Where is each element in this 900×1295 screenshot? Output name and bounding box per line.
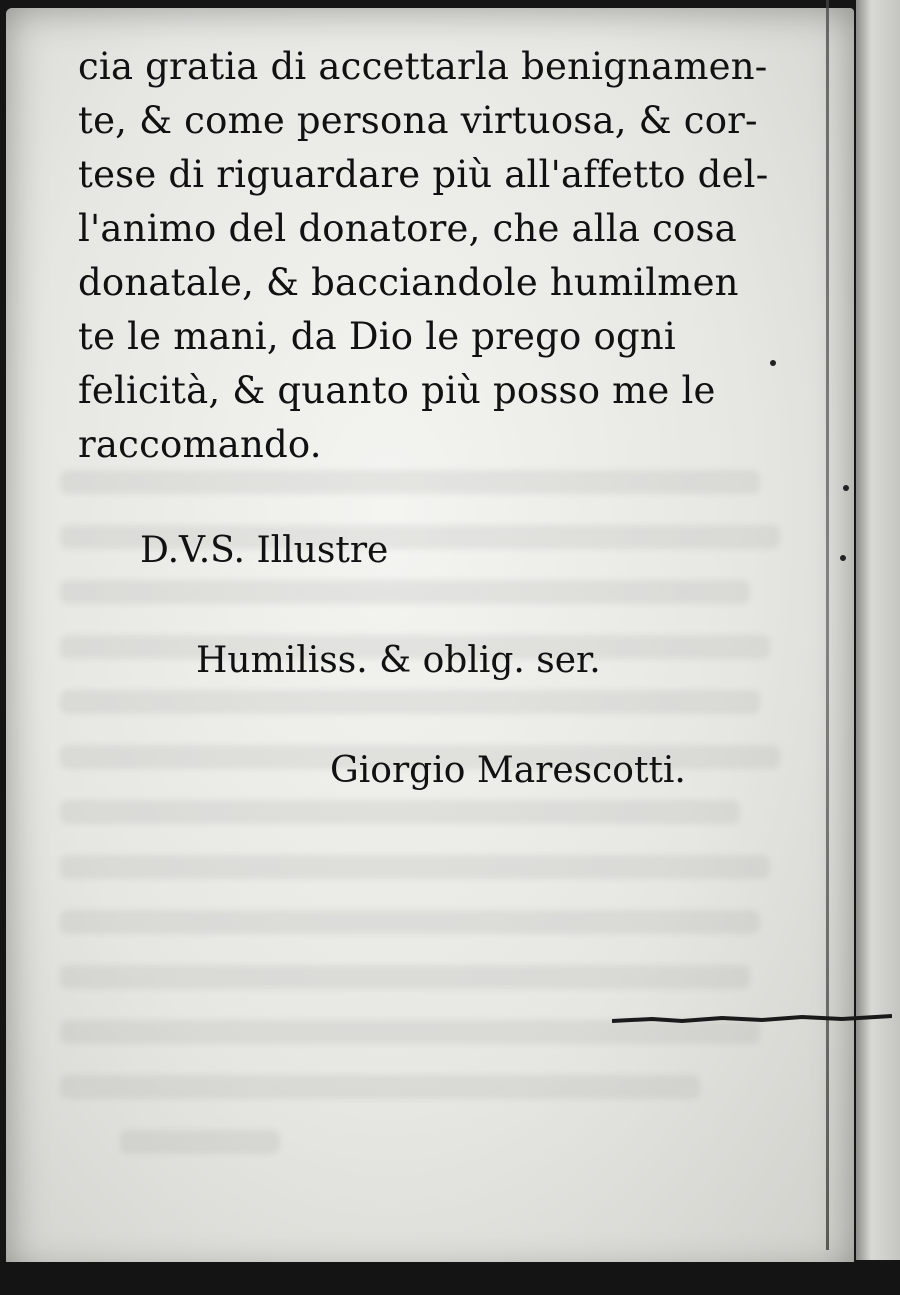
ink-speck [770, 360, 776, 366]
text-line: felicità, & quanto più posso me le [78, 369, 716, 412]
paper-crack [612, 1012, 892, 1026]
letter-body [78, 40, 778, 472]
text-line: raccomando. [78, 423, 322, 466]
page-edge-strip [856, 0, 900, 1260]
signature: Giorgio Marescotti. [330, 750, 686, 791]
salutation: D.V.S. Illustre [140, 530, 389, 571]
text-line: l'animo del donatore, che alla cosa [78, 207, 737, 250]
scan-bottom-border [0, 1262, 900, 1295]
text-line: cia gratia di accettarla benignamen- [78, 45, 768, 88]
text-line: te le mani, da Dio le prego ogni [78, 315, 676, 358]
text-line: donatale, & bacciandole humilmen [78, 261, 739, 304]
humble-closing: Humiliss. & oblig. ser. [196, 640, 601, 681]
ink-speck [843, 485, 849, 491]
text-line: tese di riguardare più all'affetto del- [78, 153, 769, 196]
binding-fold-line [826, 0, 829, 1250]
text-line: te, & come persona virtuosa, & cor- [78, 99, 758, 142]
ink-speck [840, 555, 846, 561]
